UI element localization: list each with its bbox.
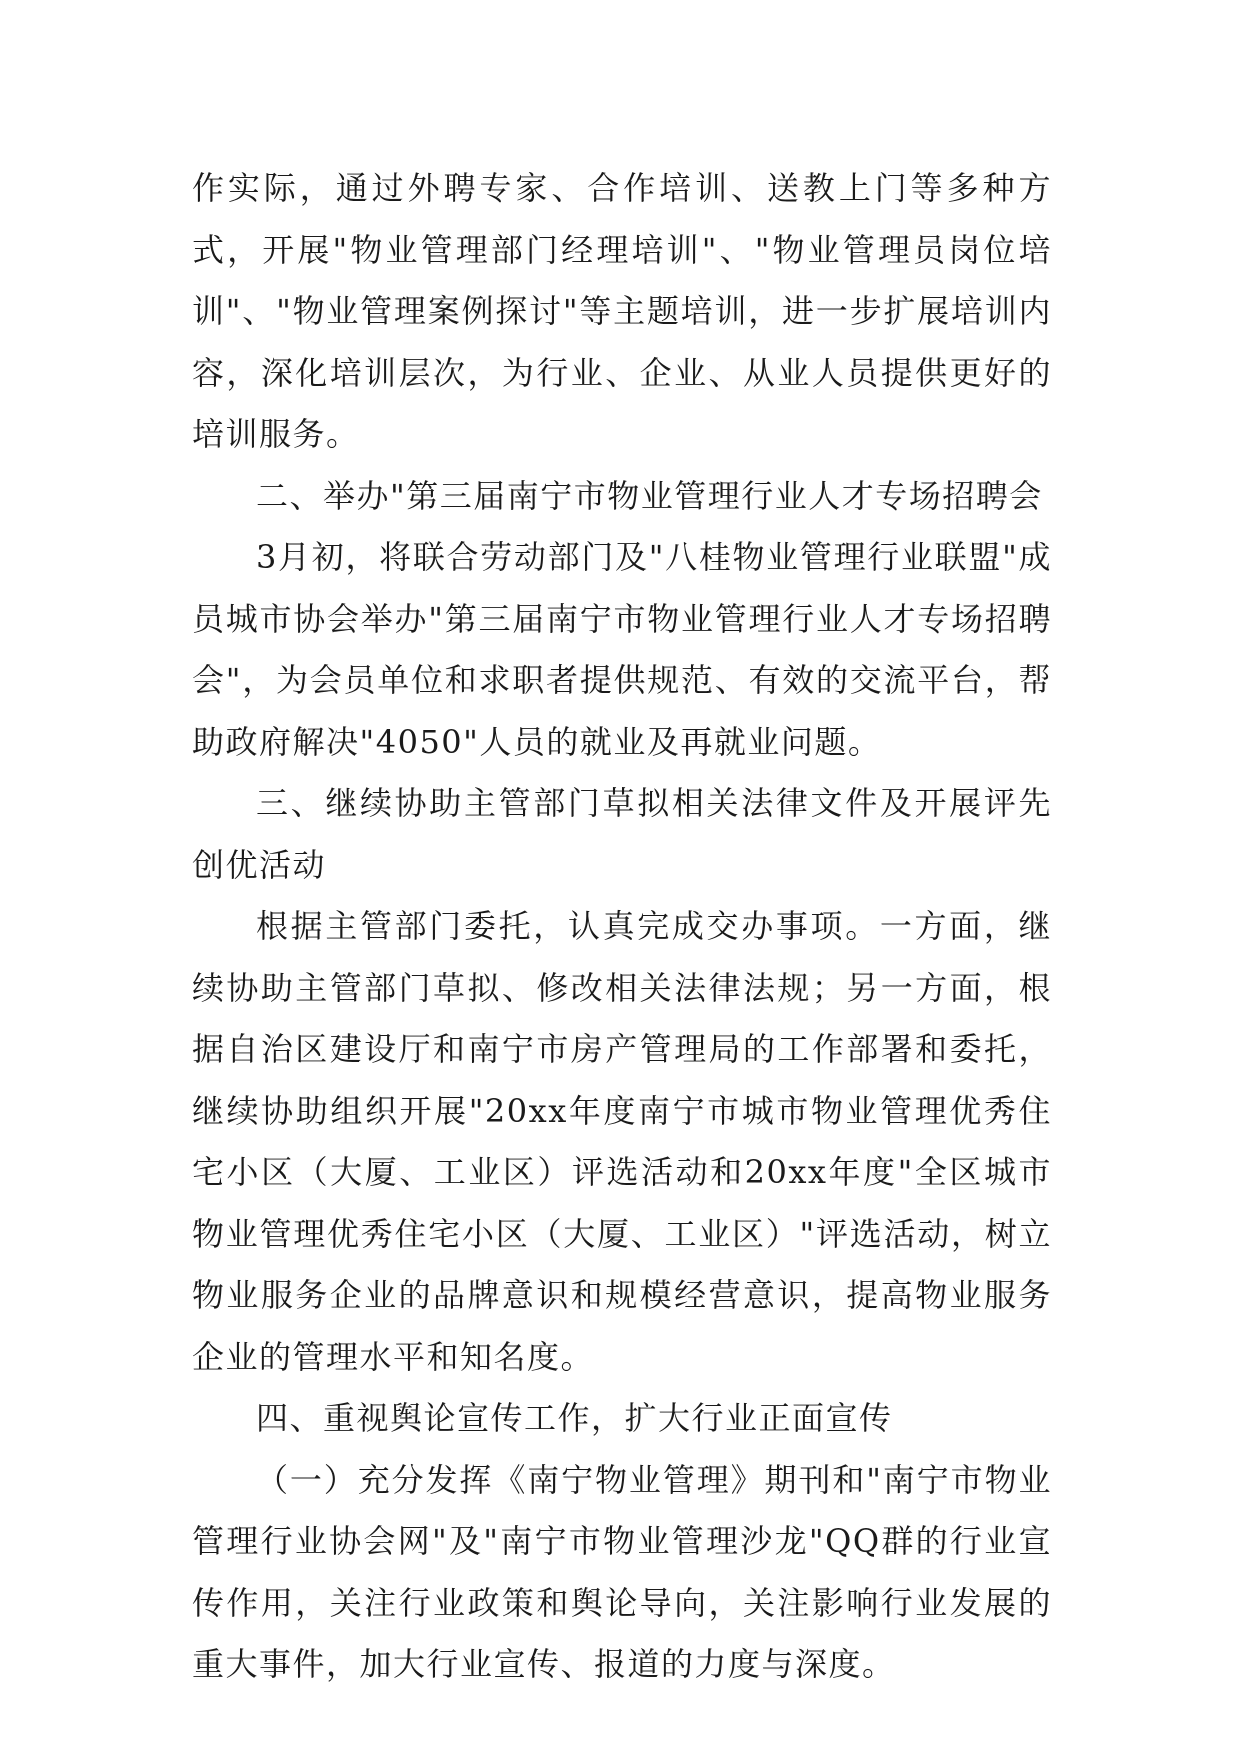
heading-section-three: 三、继续协助主管部门草拟相关法律文件及开展评先创优活动 [192, 784, 1052, 884]
paragraph-publicity: （一）充分发挥《南宁物业管理》期刊和"南宁市物业管理行业协会网"及"南宁市物业管理沙龙"QQ群的行业宣传作用，关注行业政策和舆论导向，关注影响行业发展的重大事件，加大行业宣传、报道的力度与深度。 [192, 1460, 1052, 1683]
paragraph-job-fair: 3月初，将联合劳动部门及"八桂物业管理行业联盟"成员城市协会举办"第三届南宁市物业管理行业人才专场招聘会"，为会员单位和求职者提供规范、有效的交流平台，帮助政府解决"4050"人员的就业及再就业问题。 [192, 538, 1052, 761]
heading-section-four: 四、重视舆论宣传工作，扩大行业正面宣传 [256, 1399, 893, 1437]
paragraph-legal-assistance: 根据主管部门委托，认真完成交办事项。一方面，继续协助主管部门草拟、修改相关法律法规；另一方面，根据自治区建设厅和南宁市房产管理局的工作部署和委托，继续协助组织开展"20xx年度南宁市城市物业管理优秀住宅小区（大厦、工业区）评选活动和20xx年度"全区城市物业管理优秀住宅小区（大厦、工业区）"评选活动，树立物业服务企业的品牌意识和规模经营意识，提高物业服务企业的管理水平和知名度。 [192, 907, 1052, 1376]
document-body [192, 158, 1052, 1696]
paragraph-training-continuation: 作实际，通过外聘专家、合作培训、送教上门等多种方式，开展"物业管理部门经理培训"、"物业管理员岗位培训"、"物业管理案例探讨"等主题培训，进一步扩展培训内容，深化培训层次，为行业、企业、从业人员提供更好的培训服务。 [192, 169, 1052, 453]
heading-section-two: 二、举办"第三届南宁市物业管理行业人才专场招聘会 [256, 476, 1043, 515]
